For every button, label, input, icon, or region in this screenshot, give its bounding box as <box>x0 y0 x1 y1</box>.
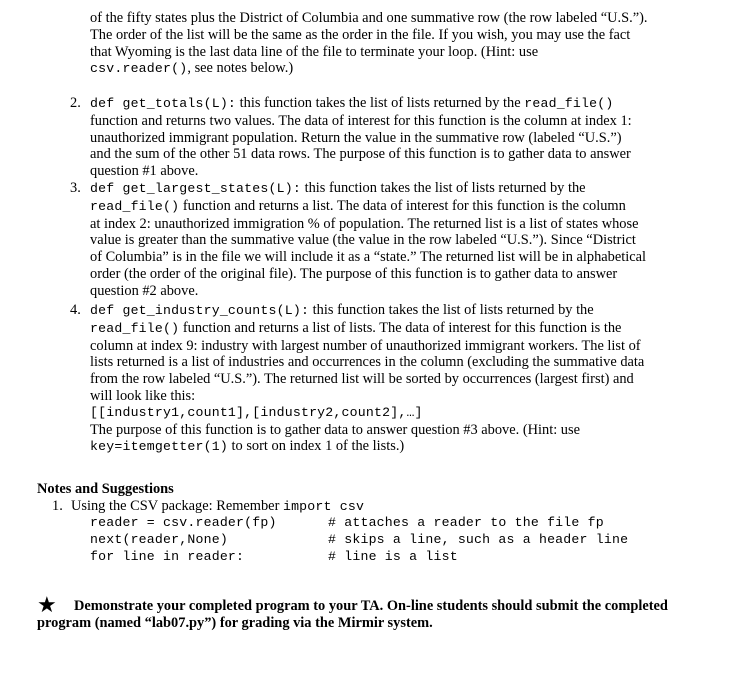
item-line: will look like this: <box>90 387 196 404</box>
item-line: lists returned is a list of industries and occurrences in the column (excluding the summative data <box>90 354 645 371</box>
item-line <box>90 438 690 456</box>
intro-line: of the fifty states plus the District of Columbia and one summative row (the row labeled “U.S.”). <box>90 10 648 26</box>
item-line: function and returns two values. The data of interest for this function is the column at index 1: <box>90 112 632 129</box>
code-statement: reader = csv.reader(fp) <box>90 515 277 530</box>
item-body <box>90 95 690 180</box>
submission-instructions: Demonstrate your completed program to your TA. On-line students should submit the completed program (named “lab07.py”) for grading via the Mirmir system. <box>37 598 668 631</box>
item-number: 1. <box>52 498 63 514</box>
item-number: 3. <box>70 180 81 196</box>
notes-heading: Notes and Suggestions <box>37 481 174 497</box>
item-body <box>90 180 690 300</box>
item-number: 2. <box>70 95 81 111</box>
item-line <box>90 320 690 338</box>
item-line: of Columbia” is in the file we will include it as a “state.” The returned list will be in alphabetical <box>90 249 647 266</box>
item-body <box>90 302 690 456</box>
code-line <box>90 515 604 532</box>
item-text: to sort on index 1 of the lists.) <box>227 438 405 455</box>
item-text: Using the CSV package: Remember <box>71 498 283 514</box>
item-text: this function takes the list of lists returned by the <box>309 302 594 318</box>
item-line <box>90 198 690 216</box>
item-line <box>90 302 690 320</box>
item-line: question #2 above. <box>90 282 199 299</box>
item-line <box>90 95 690 113</box>
function-signature: def get_totals(L): <box>90 96 237 111</box>
notes-list-item <box>52 498 692 516</box>
item-line: unauthorized immigrant population. Return the value in the summative row (labeled “U.S.”) <box>90 129 622 146</box>
list-item-get-largest-states <box>70 180 690 300</box>
item-line: at index 2: unauthorized immigration % of population. The returned list is a list of states whose <box>90 215 639 232</box>
list-item-get-industry-counts <box>70 302 690 456</box>
intro-line: The order of the list will be the same as the order in the file. If you wish, you may use the fact <box>90 26 631 43</box>
inline-code: read_file() <box>524 96 614 111</box>
item-text: function and returns a list. The data of interest for this function is the column <box>179 197 626 214</box>
inline-code: import csv <box>282 499 365 514</box>
item-line: column at index 9: industry with largest number of unauthorized immigrant workers. The list of <box>90 337 641 354</box>
function-signature: def get_largest_states(L): <box>90 181 301 196</box>
item-line: and the sum of the other 51 data rows. The purpose of this function is to gather data to answer <box>90 146 631 163</box>
item-line <box>90 180 690 198</box>
inline-code: csv.reader() <box>90 61 188 77</box>
inline-code: key=itemgetter(1) <box>90 439 228 455</box>
item-text: this function takes the list of lists returned by the <box>236 95 525 111</box>
list-item-get-totals <box>70 95 690 180</box>
example-output-code: [[industry1,count1],[industry2,count2],…] <box>90 404 423 420</box>
item-line: value is greater than the summative value (the value in the row labeled “U.S.”). Since “District <box>90 232 636 249</box>
code-statement: next(reader,None) <box>90 532 228 547</box>
code-statement: for line in reader: <box>90 549 245 564</box>
item-line: from the row labeled “U.S.”). The returned list will be sorted by occurrences (largest first) and <box>90 371 634 388</box>
code-comment: # attaches a reader to the file fp <box>328 515 604 530</box>
item-body <box>71 498 692 516</box>
intro-paragraph <box>90 10 690 78</box>
item-line: The purpose of this function is to gather data to answer question #3 above. (Hint: use <box>90 421 580 438</box>
item-number: 4. <box>70 302 81 318</box>
intro-line: that Wyoming is the last data line of the file to terminate your loop. (Hint: use <box>90 43 539 60</box>
inline-code: read_file() <box>90 320 180 336</box>
star-icon: ★ <box>37 593 57 618</box>
function-signature: def get_industry_counts(L): <box>90 303 310 318</box>
code-comment: # skips a line, such as a header line <box>328 532 629 547</box>
item-line: question #1 above. <box>90 163 199 180</box>
intro-line <box>90 60 690 78</box>
item-text: this function takes the list of lists returned by the <box>300 180 586 196</box>
code-line <box>90 532 629 549</box>
code-line <box>90 549 458 566</box>
item-line: order (the order of the original file). The purpose of this function is to gather data to answer <box>90 265 618 282</box>
code-comment: # line is a list <box>328 549 458 564</box>
item-text: function and returns a list of lists. The data of interest for this function is the <box>179 319 622 336</box>
intro-text: , see notes below.) <box>187 60 294 77</box>
inline-code: read_file() <box>90 198 180 214</box>
